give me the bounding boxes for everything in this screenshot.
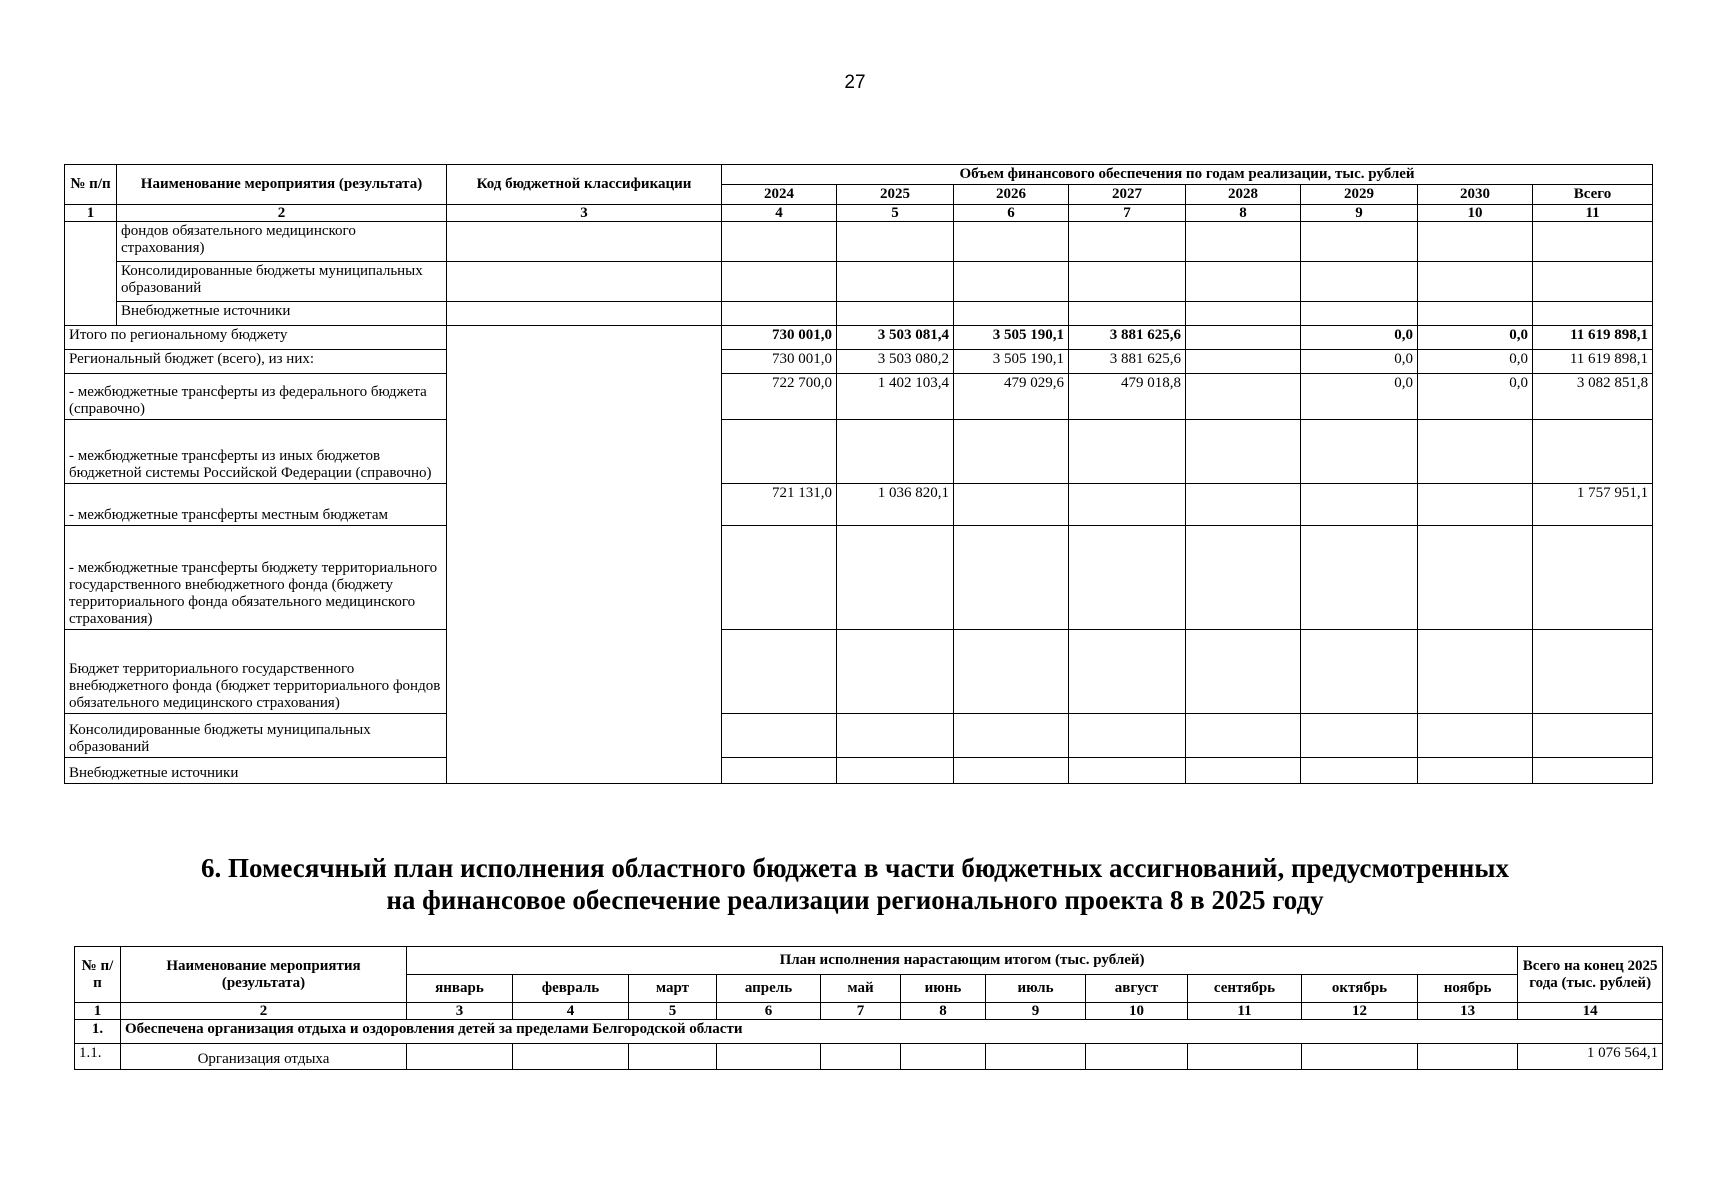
value-cell xyxy=(722,420,837,484)
col-num: 5 xyxy=(629,1003,717,1020)
value-cell xyxy=(1186,714,1301,758)
value-cell xyxy=(1301,484,1418,526)
table-row xyxy=(65,262,1653,302)
col-num: 8 xyxy=(1186,205,1301,222)
value-cell: 721 131,0 xyxy=(722,484,837,526)
header-month: апрель xyxy=(717,975,821,1003)
header-month: сентябрь xyxy=(1188,975,1302,1003)
value-cell: 3 503 080,2 xyxy=(837,350,954,374)
header-code: Код бюджетной классификации xyxy=(447,165,722,205)
header-year: 2029 xyxy=(1301,185,1418,205)
header-year: 2030 xyxy=(1418,185,1533,205)
value-cell xyxy=(1069,758,1186,784)
header-month: июль xyxy=(986,975,1086,1003)
value-cell xyxy=(954,484,1069,526)
value-cell xyxy=(1301,420,1418,484)
value-cell xyxy=(1301,630,1418,714)
value-cell xyxy=(1069,714,1186,758)
table-row xyxy=(65,222,1653,262)
col-num: 7 xyxy=(821,1003,901,1020)
value-cell: 1 757 951,1 xyxy=(1533,484,1653,526)
col-num: 3 xyxy=(407,1003,513,1020)
col-num: 2 xyxy=(121,1003,407,1020)
header-month: август xyxy=(1086,975,1188,1003)
header-month: октябрь xyxy=(1302,975,1418,1003)
value-cell: 730 001,0 xyxy=(722,350,837,374)
row-name: - межбюджетные трансферты из иных бюджетов бюджетной системы Российской Федерации (справочно) xyxy=(65,420,447,484)
value-cell: 0,0 xyxy=(1418,326,1533,350)
section-row xyxy=(75,1020,1663,1044)
header-month: февраль xyxy=(513,975,629,1003)
value-cell: 3 505 190,1 xyxy=(954,326,1069,350)
value-cell xyxy=(722,758,837,784)
header-total: Всего xyxy=(1533,185,1653,205)
value-cell xyxy=(954,630,1069,714)
col-num: 13 xyxy=(1418,1003,1518,1020)
header-year: 2028 xyxy=(1186,185,1301,205)
value-cell xyxy=(837,714,954,758)
value-cell: 0,0 xyxy=(1301,350,1418,374)
value-cell: 479 029,6 xyxy=(954,374,1069,420)
value-cell xyxy=(1418,484,1533,526)
col-num: 2 xyxy=(117,205,447,222)
value-cell: 11 619 898,1 xyxy=(1533,326,1653,350)
col-num: 7 xyxy=(1069,205,1186,222)
row-name: Консолидированные бюджеты муниципальных образований xyxy=(117,262,447,302)
value-cell: 1 402 103,4 xyxy=(837,374,954,420)
value-cell xyxy=(1418,758,1533,784)
value-cell xyxy=(1186,326,1301,350)
row-name: - межбюджетные трансферты местным бюджетам xyxy=(65,484,447,526)
value-cell: 3 503 081,4 xyxy=(837,326,954,350)
column-number-row xyxy=(75,1003,1663,1020)
row-name: Итого по региональному бюджету xyxy=(65,326,447,350)
value-cell: 1 036 820,1 xyxy=(837,484,954,526)
value-cell xyxy=(1418,630,1533,714)
table-row xyxy=(65,630,1653,714)
row-name: - межбюджетные трансферты бюджету территориального государственного внебюджетного фонда (бюджету территориального фонда обязательного медицинского страхования) xyxy=(65,526,447,630)
value-cell xyxy=(1301,758,1418,784)
section-heading xyxy=(0,852,1710,916)
value-cell xyxy=(1069,484,1186,526)
value-cell: 3 505 190,1 xyxy=(954,350,1069,374)
table-row xyxy=(65,526,1653,630)
value-cell: 0,0 xyxy=(1301,374,1418,420)
value-cell xyxy=(1069,420,1186,484)
empty-cell xyxy=(65,222,117,326)
header-num: № п/п xyxy=(65,165,117,205)
header-year: 2027 xyxy=(1069,185,1186,205)
row-num: 1.1. xyxy=(75,1044,121,1070)
row-name: - межбюджетные трансферты из федерального бюджета (справочно) xyxy=(65,374,447,420)
header-month: январь xyxy=(407,975,513,1003)
header-name: Наименование мероприятия (результата) xyxy=(117,165,447,205)
table-row xyxy=(65,302,1653,326)
value-cell xyxy=(722,526,837,630)
value-cell: 3 881 625,6 xyxy=(1069,350,1186,374)
table-row xyxy=(65,484,1653,526)
value-cell xyxy=(1186,526,1301,630)
value-cell xyxy=(954,714,1069,758)
table-row xyxy=(65,714,1653,758)
value-cell: 479 018,8 xyxy=(1069,374,1186,420)
col-num: 1 xyxy=(65,205,117,222)
section-heading-line1: 6. Помесячный план исполнения областного бюджета в части бюджетных ассигнований, предусмотренных xyxy=(201,853,1509,883)
section-num: 1. xyxy=(75,1020,121,1044)
col-num: 12 xyxy=(1302,1003,1418,1020)
value-cell: 730 001,0 xyxy=(722,326,837,350)
col-num: 5 xyxy=(837,205,954,222)
col-num: 14 xyxy=(1518,1003,1663,1020)
value-cell xyxy=(722,714,837,758)
col-num: 8 xyxy=(901,1003,986,1020)
header-month: май xyxy=(821,975,901,1003)
header-month: март xyxy=(629,975,717,1003)
table-row xyxy=(65,350,1653,374)
value-cell xyxy=(954,420,1069,484)
row-name: Бюджет территориального государственного внебюджетного фонда (бюджет территориального фондов обязательного медицинского страхования) xyxy=(65,630,447,714)
monthly-plan-table xyxy=(74,946,1663,1070)
col-num: 3 xyxy=(447,205,722,222)
col-num: 1 xyxy=(75,1003,121,1020)
col-num: 4 xyxy=(722,205,837,222)
value-cell xyxy=(722,630,837,714)
row-name: Организация отдыха xyxy=(121,1044,407,1070)
row-name: Внебюджетные источники xyxy=(65,758,447,784)
value-cell xyxy=(1533,714,1653,758)
value-cell xyxy=(1186,420,1301,484)
value-cell xyxy=(1069,526,1186,630)
value-cell xyxy=(837,758,954,784)
header-volume: Объем финансового обеспечения по годам реализации, тыс. рублей xyxy=(722,165,1653,185)
value-cell: 0,0 xyxy=(1418,374,1533,420)
value-cell xyxy=(837,420,954,484)
table-row xyxy=(65,758,1653,784)
budget-code-cell xyxy=(447,326,722,784)
value-cell xyxy=(1186,350,1301,374)
row-name: Консолидированные бюджеты муниципальных образований xyxy=(65,714,447,758)
header-month: июнь xyxy=(901,975,986,1003)
value-cell: 3 881 625,6 xyxy=(1069,326,1186,350)
table-row xyxy=(75,1044,1663,1070)
value-cell xyxy=(954,526,1069,630)
row-total: 1 076 564,1 xyxy=(1518,1044,1663,1070)
value-cell xyxy=(1418,526,1533,630)
value-cell xyxy=(837,526,954,630)
value-cell xyxy=(1301,714,1418,758)
value-cell: 0,0 xyxy=(1301,326,1418,350)
value-cell: 0,0 xyxy=(1418,350,1533,374)
value-cell xyxy=(1533,420,1653,484)
value-cell xyxy=(1418,714,1533,758)
value-cell xyxy=(837,630,954,714)
value-cell: 3 082 851,8 xyxy=(1533,374,1653,420)
value-cell xyxy=(1186,484,1301,526)
table-row xyxy=(65,420,1653,484)
table-row xyxy=(65,374,1653,420)
header-name: Наименование мероприятия (результата) xyxy=(121,947,407,1003)
col-num: 9 xyxy=(986,1003,1086,1020)
page-number: 27 xyxy=(844,72,866,93)
value-cell: 11 619 898,1 xyxy=(1533,350,1653,374)
section-heading-line2: на финансовое обеспечение реализации регионального проекта 8 в 2025 году xyxy=(386,885,1324,915)
col-num: 11 xyxy=(1188,1003,1302,1020)
header-plan: План исполнения нарастающим итогом (тыс. рублей) xyxy=(407,947,1518,975)
col-num: 10 xyxy=(1086,1003,1188,1020)
value-cell xyxy=(1186,630,1301,714)
row-name: фондов обязательного медицинского страхования) xyxy=(117,222,447,262)
value-cell xyxy=(1186,374,1301,420)
value-cell xyxy=(1533,630,1653,714)
header-year: 2024 xyxy=(722,185,837,205)
value-cell xyxy=(1186,758,1301,784)
col-num: 6 xyxy=(954,205,1069,222)
row-name: Региональный бюджет (всего), из них: xyxy=(65,350,447,374)
header-num: № п/п xyxy=(75,947,121,1003)
col-num: 9 xyxy=(1301,205,1418,222)
col-num: 4 xyxy=(513,1003,629,1020)
value-cell xyxy=(1533,758,1653,784)
section-name: Обеспечена организация отдыха и оздоровления детей за пределами Белгородской области xyxy=(121,1020,1663,1044)
table-row xyxy=(65,326,1653,350)
column-number-row xyxy=(65,205,1653,222)
col-num: 10 xyxy=(1418,205,1533,222)
value-cell xyxy=(954,758,1069,784)
value-cell: 722 700,0 xyxy=(722,374,837,420)
value-cell xyxy=(1069,630,1186,714)
col-num: 11 xyxy=(1533,205,1653,222)
header-year: 2025 xyxy=(837,185,954,205)
row-name: Внебюджетные источники xyxy=(117,302,447,326)
value-cell xyxy=(1533,526,1653,630)
value-cell xyxy=(1418,420,1533,484)
header-year: 2026 xyxy=(954,185,1069,205)
value-cell xyxy=(1301,526,1418,630)
header-total: Всего на конец 2025 года (тыс. рублей) xyxy=(1518,947,1663,1003)
col-num: 6 xyxy=(717,1003,821,1020)
header-month: ноябрь xyxy=(1418,975,1518,1003)
financing-table xyxy=(64,164,1653,784)
